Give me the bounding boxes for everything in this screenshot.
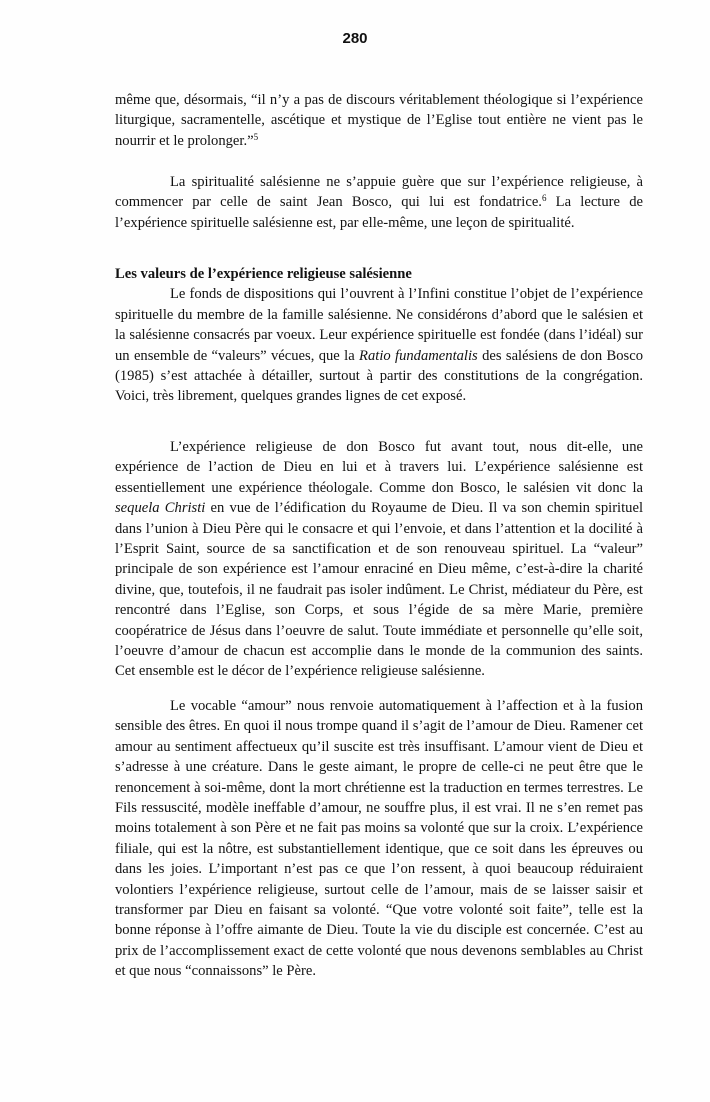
paragraph-don-bosco-experience bbox=[115, 437, 643, 682]
footnote-ref: 6 bbox=[541, 193, 547, 204]
paragraph-text: L’expérience religieuse de don Bosco fut avant tout, nous dit-elle, une expérience de l’action de Dieu en lui et à travers lui. L’expérience salésienne est essentiellement une expérience théologale. Comme don Bosco, le salésien vit donc la bbox=[115, 439, 643, 496]
paragraph-text: même que, désormais, “il n’y a pas de discours véritablement théologique si l’expérience liturgique, sacramentelle, ascétique et mystique de l’Eglise tout entière ne vient pas le nourrir et le prolonger.” bbox=[115, 92, 643, 149]
paragraph-text: des salésiens de don Bosco (1985) s’est attachée à détailler, surtout à partir des constitutions de la congrégation. Voici, très librement, quelques grandes lignes de cet exposé. bbox=[115, 347, 643, 405]
footnote-ref: 5 bbox=[253, 131, 259, 142]
section-heading: Les valeurs de l’expérience religieuse salésienne bbox=[115, 266, 412, 282]
paragraph-salesian-spirituality bbox=[115, 172, 643, 233]
paragraph-love bbox=[115, 696, 643, 982]
italic-term: sequela Christi bbox=[115, 500, 206, 517]
section-values bbox=[115, 264, 643, 407]
paragraph-text: La spiritualité salésienne ne s’appuie guère que sur l’expérience religieuse, à commencer par celle de saint Jean Bosco, qui lui est fondatrice. bbox=[115, 174, 643, 211]
paragraph-quote-continuation bbox=[115, 90, 643, 151]
italic-title: Ratio fundamentalis bbox=[359, 347, 478, 364]
paragraph-text: Le vocable “amour” nous renvoie automatiquement à l’affection et à la fusion sensible des êtres. En quoi il nous trompe quand il s’agit de l’amour de Dieu. Ramener cet amour au sentiment affectueux qu’il suscite est très insuffisant. L’amour vient de Dieu et s’adresse à une créature. Dans le geste aimant, le propre de celle-ci ne peut être que le renoncement à soi-même, dont la mort chrétienne est la traduction en termes terrestres. Le Fils ressuscité, modèle ineffable d’amour, ne souffre plus, il est vrai. Il ne s’en remet pas moins totalement à son Père et ne fait pas moins sa volonté que sur la croix. L’expérience filiale, qui est la nôtre, est substantiellement identique, que ce soit dans les épreuves ou dans les joies. L’important n’est pas ce que l’on ressent, à quoi beaucoup réduiraient volontiers l’expérience religieuse, surtout celle de l’amour, mais de se laisser saisir et transformer par Dieu en faisant sa volonté. “Que votre volonté soit faite”, telle est la bonne réponse à l’offre aimante de Dieu. Toute la vie du disciple est concernée. C’est au prix de l’accomplissement exact de cette volonté que nous devenons semblables au Christ et que nous “connaissons” le Père. bbox=[115, 698, 643, 980]
paragraph-text: La lecture de l’expérience spirituelle salésienne est, par elle-même, une leçon de spiritualité. bbox=[115, 194, 643, 231]
paragraph-text: Le fonds de dispositions qui l’ouvrent à l’Infini constitue l’objet de l’expérience spirituelle du membre de la famille salésienne. Ne considérons d’abord que le salésien et la salésienne consacrés par voeux. Leur expérience spirituelle est fondée (dans l’idéal) sur un ensemble de “valeurs” vécues, que la bbox=[115, 286, 643, 364]
page-number: 280 bbox=[342, 30, 368, 47]
paragraph-text: en vue de l’édification du Royaume de Dieu. Il va son chemin spirituel dans l’union à Dieu Père qui le consacre et qui l’envoie, et dans l’attention et la docilité à l’Esprit Saint, source de sa sanctification et de son renouveau spirituel. La “valeur” principale de son expérience est l’amour enraciné en Dieu même, c’est-à-dire la charité divine, que, toutefois, il ne faudrait pas isoler indûment. Le Christ, médiateur du Père, est rencontré dans l’Eglise, son Corps, et sous l’égide de sa mère Marie, première coopératrice de Jésus dans l’oeuvre de salut. Toute immédiate et personnelle qu’elle soit, l’oeuvre d’amour de chacun est accomplie dans le monde de la communion des saints. Cet ensemble est le décor de l’expérience religieuse salésienne. bbox=[115, 500, 643, 680]
